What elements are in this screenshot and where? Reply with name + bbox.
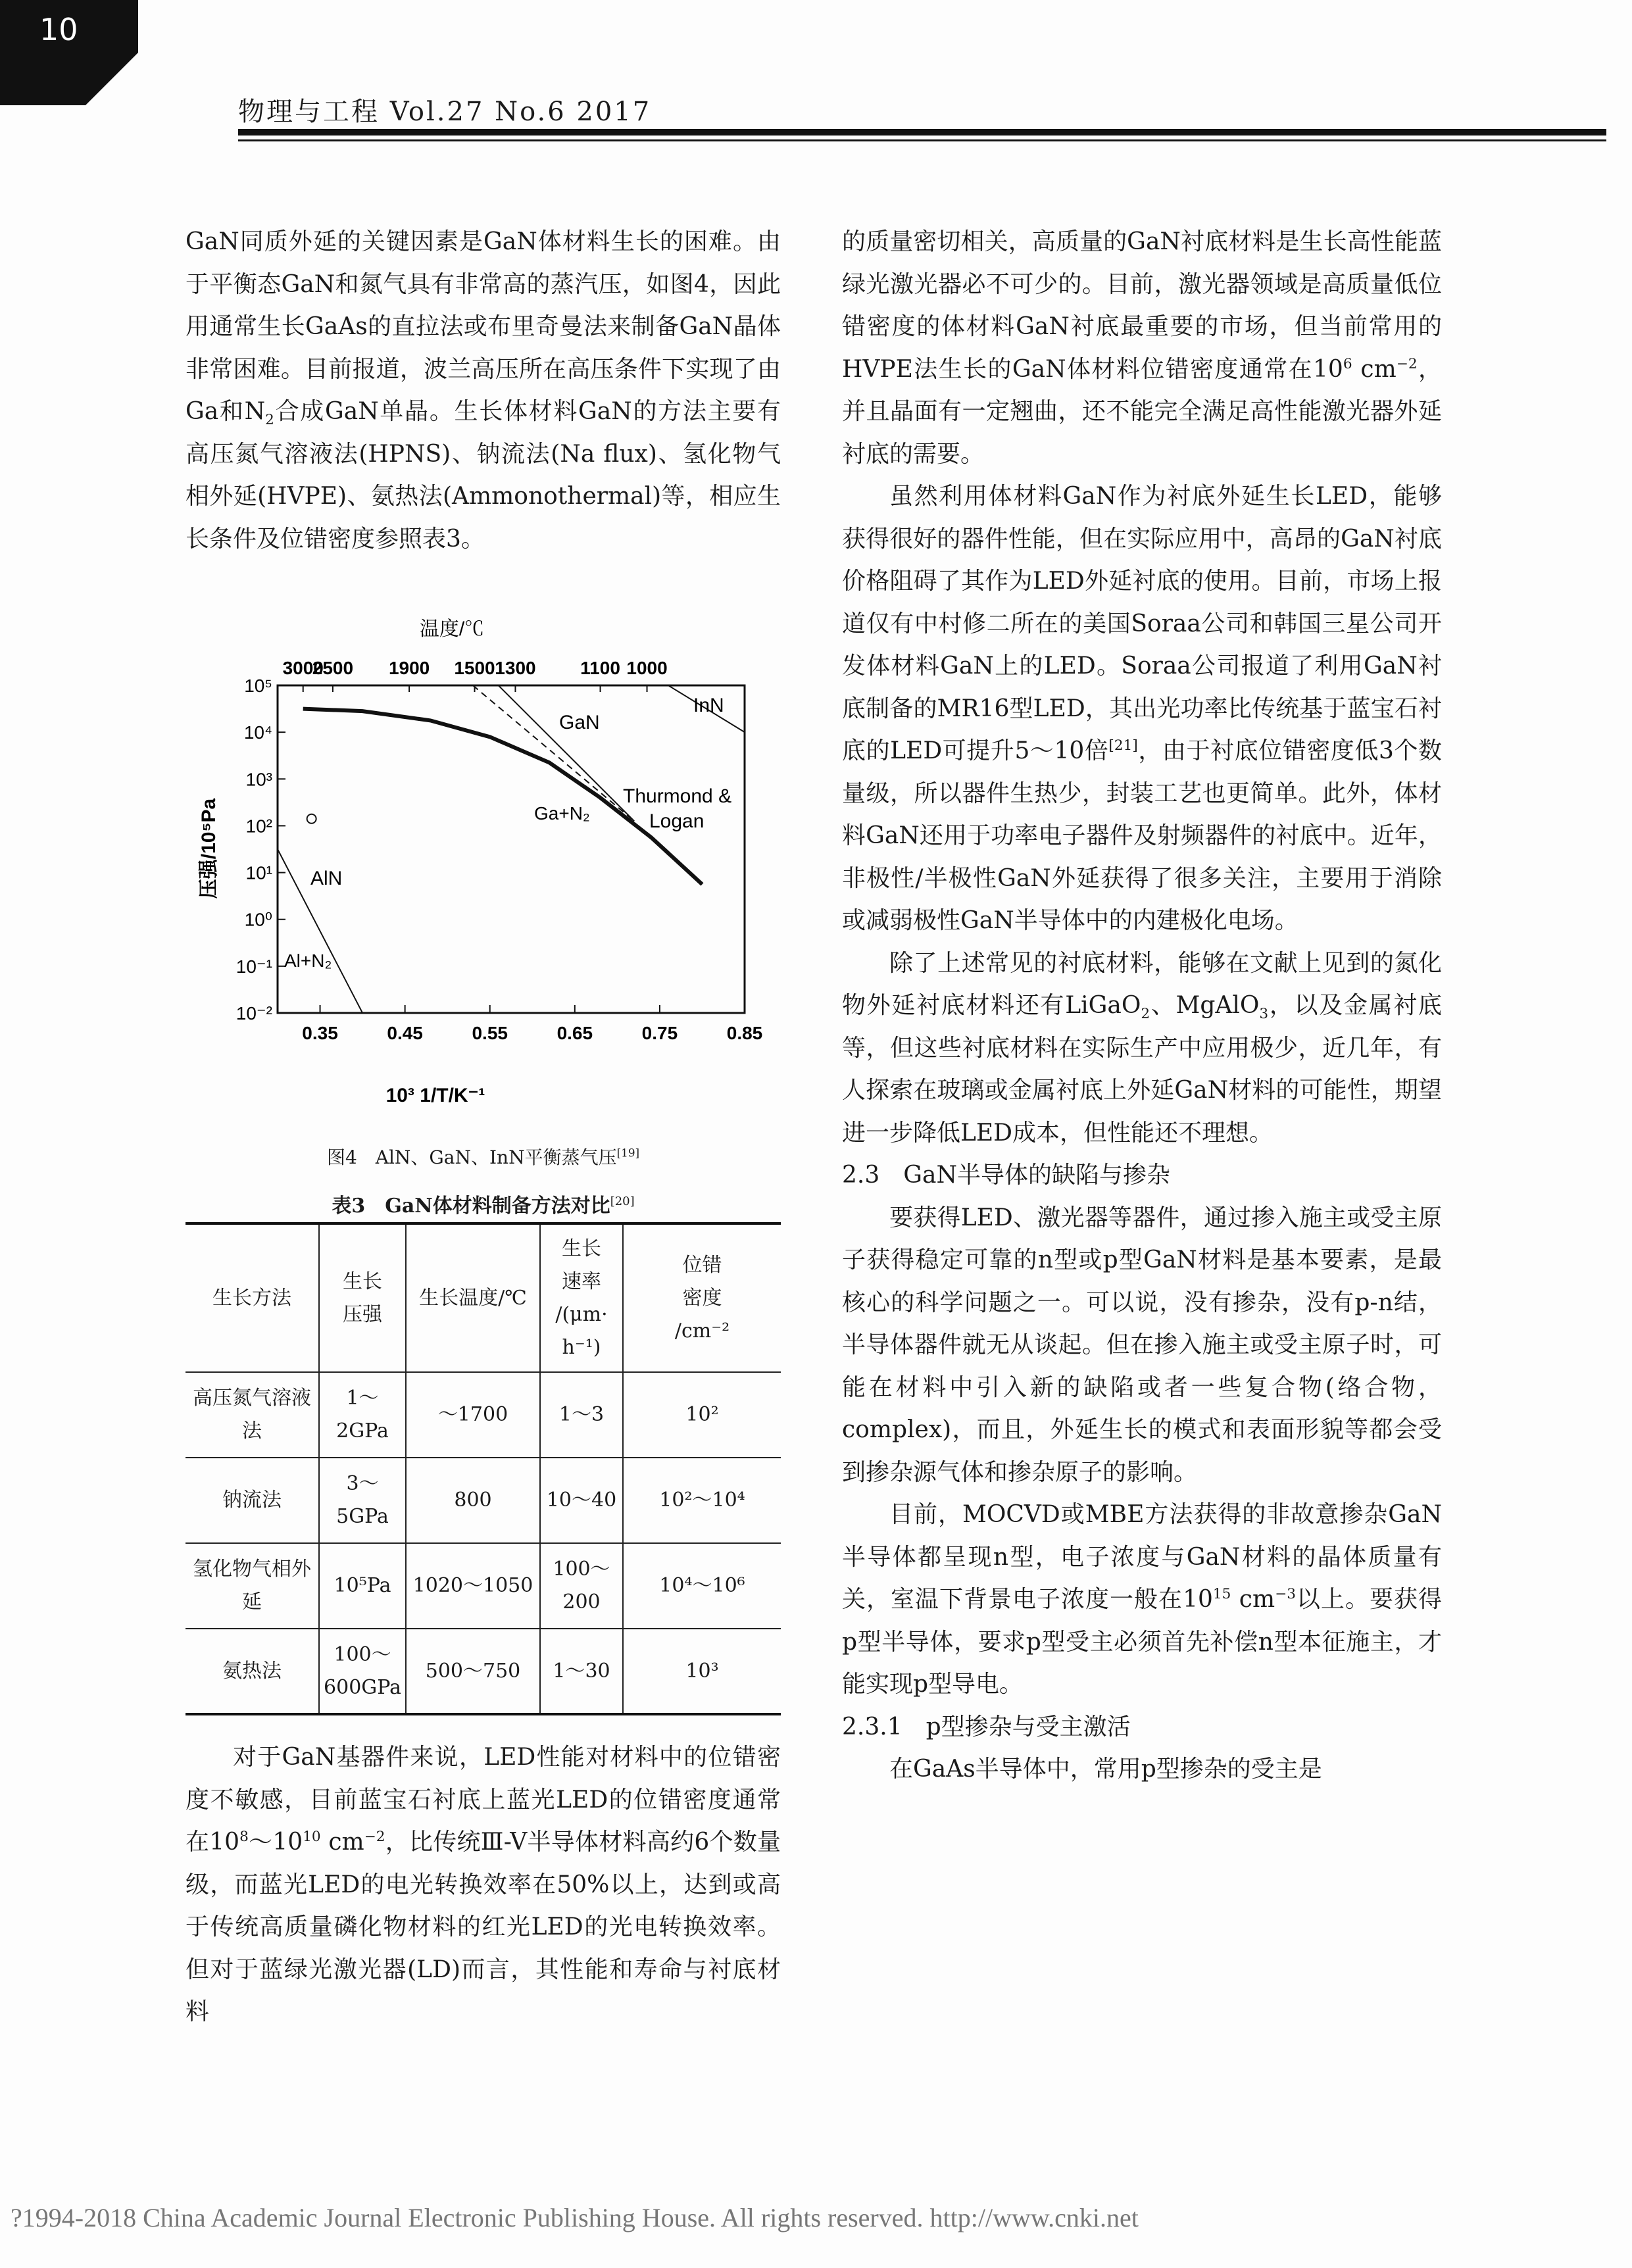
y-tick-label: 10⁵	[244, 676, 272, 696]
paragraph: 的质量密切相关，高质量的GaN衬底材料是生长高性能蓝绿光激光器必不可少的。目前，激光器领域是高质量低位错密度的体材料GaN衬底最重要的市场，但当前常用的HVPE法生长的GaN体材料位错密度通常在$10^6$ $cm^{-2}$，并且晶面有一定翘曲，还不能完全满足高性能激光器外延衬底的需要。	[842, 228, 1442, 468]
th-pressure: 生长 压强	[319, 1223, 406, 1372]
x-tick-label: 0.35	[302, 1023, 338, 1043]
table-row: 氢化物气相外延 10⁵Pa 1020～1050 100～200 10⁴～10⁶	[185, 1543, 781, 1629]
paragraph: 虽然利用体材料GaN作为衬底外延生长LED，能够获得很好的器件性能，但在实际应用中，高昂的GaN衬底价格阻碍了其作为LED外延衬底的使用。目前，市场上报道仅有中村修二所在的美国Soraa公司和韩国三星公司开发体材料GaN上的LED。Soraa公司报道了利用GaN衬底制备的MR16型LED，其出光功率比传统基于蓝宝石衬底的LED可提升5～10倍[21]，由于衬底位错密度低3个数量级，所以器件生热少，封装工艺也更简单。此外，体材料GaN还用于功率电子器件及射频器件的衬底中。近年，非极性/半极性GaN外延获得了很多关注，主要用于消除或减弱极性GaN半导体中的内建极化电场。	[842, 483, 1443, 934]
y-axis-label: 压强/10⁵Pa	[198, 798, 220, 899]
left-column-bottom	[185, 1737, 781, 2034]
table-row: 钠流法 3～5GPa 800 10～40 10²～10⁴	[185, 1458, 781, 1543]
paragraph: 要获得LED、激光器等器件，通过掺入施主或受主原子获得稳定可靠的n型或p型GaN材料是基本要素，是最核心的科学问题之一。可以说，没有掺杂，没有p-n结，半导体器件就无从谈起。但在掺入施主或受主原子时，可能在材料中引入新的缺陷或者一些复合物(络合物，complex)，而且，外延生长的模式和表面形貌等都会受到掺杂源气体和掺杂原子的影响。	[842, 1204, 1442, 1486]
plot-frame	[278, 685, 745, 1013]
th-density: 位错 密度 /cm⁻²	[623, 1223, 781, 1372]
paragraph: GaN同质外延的关键因素是GaN体材料生长的困难。由于平衡态GaN和氮气具有非常高的蒸汽压，如图4，因此用通常生长GaAs的直拉法或布里奇曼法来制备GaN晶体非常困难。目前报道，波兰高压所在高压条件下实现了由Ga和$N_2$合成GaN单晶。生长体材料GaN的方法主要有高压氮气溶液法(HPNS)、钠流法(Na flux)、氢化物气相外延(HVPE)、氨热法(Ammonothermal)等，相应生长条件及位错密度参照表3。	[185, 228, 781, 553]
paragraph: 在GaAs半导体中，常用p型掺杂的受主是	[889, 1756, 1322, 1783]
table-row: 高压氮气溶液法 1～2GPa ～1700 1～3 10²	[185, 1372, 781, 1458]
top-tick-label: 1100	[580, 658, 620, 678]
y-tick-label: 10¹	[245, 862, 272, 883]
subsection-heading: 2.3.1 p型掺杂与受主激活	[842, 1713, 1131, 1740]
table-caption: 表3 GaN体材料制备方法对比[20]	[332, 1195, 635, 1218]
top-tick-label: 1300	[495, 658, 536, 678]
label-gan: GaN	[559, 712, 600, 733]
label-aln: AlN	[310, 868, 343, 889]
right-column	[842, 221, 1442, 1791]
label-inn: InN	[693, 695, 724, 716]
paragraph: 目前，MOCVD或MBE方法获得的非故意掺杂GaN半导体都呈现n型，电子浓度与GaN材料的晶体质量有关，室温下背景电子浓度一般在$10^{15}$ $cm^{-3}$以上。要获得p型半导体，要求p型受主必须首先补偿n型本征施主，才能实现p型导电。	[842, 1501, 1442, 1698]
header-rule	[238, 129, 1606, 136]
label-ga-n2: Ga+N₂	[534, 803, 590, 824]
header-rule-thin	[238, 139, 1606, 141]
label-thurmond: Thurmond &	[623, 785, 732, 807]
top-tick-label: 1900	[388, 658, 430, 678]
data-point	[307, 814, 316, 824]
label-logan: Logan	[649, 810, 705, 832]
x-tick-label: 0.45	[387, 1023, 423, 1043]
x-axis-label: 10³ 1/T/K⁻¹	[385, 1085, 485, 1106]
label-al-n2: Al+N₂	[284, 950, 332, 971]
journal-header: 物理与工程 Vol.27 No.6 2017	[238, 97, 652, 127]
paragraph: 除了上述常见的衬底材料，能够在文献上见到的氮化物外延衬底材料还有LiGaO$_2$、MgAlO$_3$，以及金属衬底等，但这些衬底材料在实际生产中应用极少，近几年，有人探索在玻璃或金属衬底上外延GaN材料的可能性，期望进一步降低LED成本，但性能还不理想。	[842, 949, 1442, 1146]
top-tick-label: 2500	[312, 658, 354, 678]
top-tick-label: 1000	[626, 658, 668, 678]
y-tick-label: 10²	[245, 816, 272, 837]
x-tick-label: 0.85	[726, 1023, 763, 1043]
table-3	[185, 1222, 781, 1715]
y-tick-label: 10⁴	[243, 722, 272, 743]
figure-4-chart	[185, 612, 781, 1125]
series-line	[473, 685, 634, 821]
page-number: 10	[39, 12, 78, 47]
paragraph: 对于GaN基器件来说，LED性能对材料中的位错密度不敏感，目前蓝宝石衬底上蓝光LED的位错密度通常在$10^8\sim 10^{10}$ $cm^{-2}$，比传统Ⅲ-V半导体材料高约6个数量级，而蓝光LED的电光转换效率在50%以上，达到或高于传统高质量磷化物材料的红光LED的光电转换效率。但对于蓝绿光激光器(LD)而言，其性能和寿命与衬底材料	[185, 1744, 781, 2025]
top-tick-label: 1500	[454, 658, 495, 678]
y-tick-label: 10⁻²	[235, 1003, 272, 1023]
left-column-top	[185, 221, 781, 560]
y-tick-label: 10⁻¹	[235, 956, 272, 977]
th-rate: 生长 速率 /(μm· h⁻¹)	[540, 1223, 623, 1372]
copyright-footer: ?1994-2018 China Academic Journal Electronic Publishing House. All rights reserved. http://www.cnki.net	[11, 2203, 1139, 2232]
th-method: 生长方法	[185, 1223, 319, 1372]
top-tick-label: 3000	[282, 658, 324, 678]
y-tick-label: 10³	[245, 769, 272, 790]
th-temp: 生长温度/℃	[406, 1223, 540, 1372]
x-tick-label: 0.75	[641, 1023, 678, 1043]
x-tick-label: 0.55	[472, 1023, 508, 1043]
section-heading: 2.3 GaN半导体的缺陷与掺杂	[842, 1162, 1170, 1189]
series-line	[499, 685, 635, 821]
top-axis-label: 温度/℃	[419, 618, 485, 640]
figure-caption: 图4 AlN、GaN、InN平衡蒸气压[19]	[326, 1146, 640, 1168]
y-tick-label: 10⁰	[244, 909, 272, 930]
table-row: 氨热法 100～600GPa 500～750 1～30 10³	[185, 1629, 781, 1714]
table-header-row	[185, 1223, 781, 1372]
x-tick-label: 0.65	[556, 1023, 593, 1043]
